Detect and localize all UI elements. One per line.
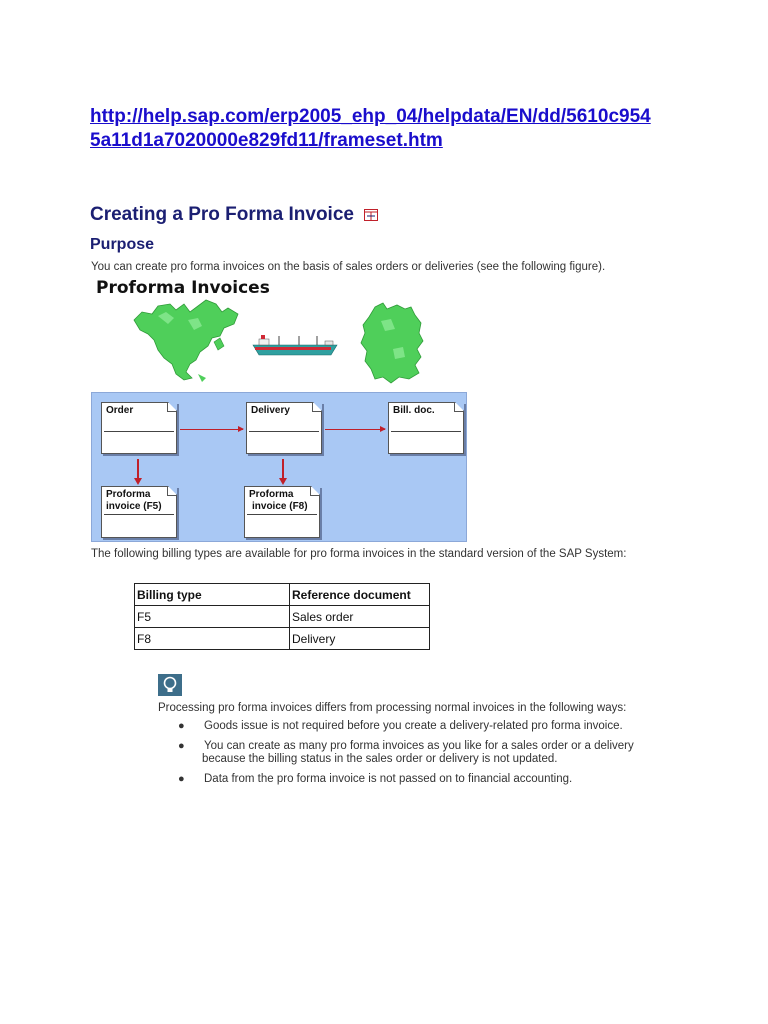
- help-url-line-2[interactable]: 5a11d1a7020000e829fd11/frameset.htm: [90, 130, 443, 151]
- order-doc-label: Order: [106, 405, 134, 416]
- proforma-f8-doc-box: [244, 486, 320, 538]
- cell-billing-type: F8: [135, 628, 290, 650]
- bullet-text-continued: because the billing status in the sales order or delivery is not updated.: [202, 753, 558, 765]
- billing-doc-label: Bill. doc.: [393, 405, 435, 416]
- billing-intro-text: The following billing types are available for pro forma invoices in the standard version of the SAP System:: [91, 548, 627, 560]
- bullet-text: Data from the pro forma invoice is not passed on to financial accounting.: [204, 773, 573, 785]
- proforma-f8-line-2: invoice (F8): [252, 501, 308, 512]
- document-flow-diagram: [91, 392, 467, 542]
- page-title-text: Creating a Pro Forma Invoice: [90, 204, 354, 225]
- north-america-map-image: [128, 298, 246, 384]
- billing-types-table: [134, 583, 430, 650]
- list-item: ● Data from the pro forma invoice is not passed on to financial accounting.: [178, 773, 573, 785]
- proforma-f8-label: [249, 489, 308, 513]
- list-item: ● You can create as many pro forma invoices as you like for a sales order or a delivery because the billing status in the sales order or delivery is not updated.: [178, 740, 698, 766]
- figure-title: Proforma Invoices: [96, 278, 270, 298]
- delivery-to-proforma-arrow: [282, 459, 284, 479]
- proforma-f5-line-2: invoice (F5): [106, 501, 162, 512]
- cell-billing-type: F5: [135, 606, 290, 628]
- delivery-to-billing-arrow: [325, 429, 385, 430]
- purpose-heading: Purpose: [90, 236, 155, 253]
- purpose-text: You can create pro forma invoices on the basis of sales orders or deliveries (see the following figure).: [91, 261, 606, 273]
- lightbulb-tip-icon: [158, 674, 182, 696]
- expand-icon[interactable]: [364, 209, 378, 221]
- proforma-f5-doc-box: [101, 486, 177, 538]
- bullet-text: You can create as many pro forma invoices as you like for a sales order or a delivery: [204, 740, 634, 752]
- proforma-f8-line-1: Proforma: [249, 489, 294, 500]
- billing-doc-box: [388, 402, 464, 454]
- bullet-text: Goods issue is not required before you create a delivery-related pro forma invoice.: [204, 720, 623, 732]
- cargo-ship-image: [251, 331, 339, 359]
- note-bullet-list: [178, 720, 698, 793]
- page-title: [90, 204, 378, 226]
- proforma-f5-line-1: Proforma: [106, 489, 151, 500]
- cell-reference-document: Delivery: [290, 628, 430, 650]
- list-item: ● Goods issue is not required before you create a delivery-related pro forma invoice.: [178, 720, 623, 732]
- help-url-line-1[interactable]: http://help.sap.com/erp2005_ehp_04/helpdata/EN/dd/5610c954: [90, 106, 651, 127]
- table-row: [135, 606, 430, 628]
- order-to-proforma-arrow: [137, 459, 139, 479]
- order-doc-box: [101, 402, 177, 454]
- help-url-link[interactable]: [90, 105, 690, 153]
- header-reference-document: Reference document: [290, 584, 430, 606]
- order-to-delivery-arrow: [180, 429, 243, 430]
- germany-map-image: [357, 301, 427, 385]
- proforma-f5-label: [106, 489, 162, 513]
- delivery-doc-label: Delivery: [251, 405, 290, 416]
- table-header-row: [135, 584, 430, 606]
- cell-reference-document: Sales order: [290, 606, 430, 628]
- header-billing-type: Billing type: [135, 584, 290, 606]
- table-row: [135, 628, 430, 650]
- note-intro-text: Processing pro forma invoices differs from processing normal invoices in the following ways:: [158, 702, 627, 714]
- delivery-doc-box: [246, 402, 322, 454]
